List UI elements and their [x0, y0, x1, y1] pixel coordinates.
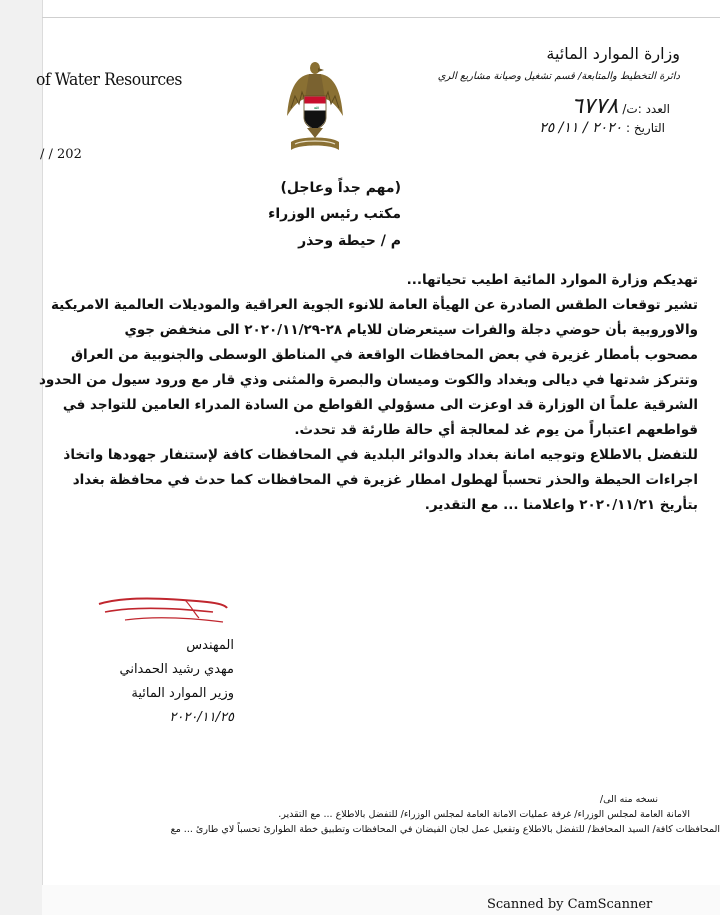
body-line: قواطعهم اعتباراً من يوم غد لمعالجة أي حالة طارئة قد تحدث. [294, 422, 698, 438]
scan-edge [0, 0, 43, 915]
reference-number [571, 94, 670, 119]
subject-topic: م / حيطة وحذر [298, 233, 401, 249]
body-line: الشرقية علماً ان الوزارة قد اوعزت الى مسؤولي القواطع من السادة المدراء العامين للتواجد في [62, 397, 698, 413]
department-name: دائرة التخطيط والمتابعة/ قسم تشغيل وصيانة مشاريع الري [437, 71, 680, 82]
document-date-value: ٢٠٢٠ / ١١/ ٢٥ [539, 120, 623, 136]
signatory-name: مهدي رشيد الحمداني [119, 662, 234, 677]
scanner-watermark: Scanned by CamScanner [487, 897, 653, 912]
body-line: للتفضل بالاطلاع وتوجيه امانة بغداد والدوائر البلدية في المحافظات كافة لإستنفار جهودها واتخاذ [63, 447, 698, 463]
ministry-name: وزارة الموارد المائية [546, 44, 680, 63]
body-line: وتتركز شدتها في ديالى وبغداد والكوت وميسان والبصرة والمثنى وذي قار مع ورود سيول من الحدود [38, 372, 698, 388]
body-line: مصحوب بأمطار غزيرة في بعض المحافظات الواقعة في المناطق الوسطى والجنوبية من العراق [70, 347, 698, 363]
coat-of-arms-of-iraq-icon [285, 58, 345, 154]
signatory-position: وزير الموارد المائية [131, 686, 234, 701]
page-top-edge [42, 17, 720, 18]
body-line: والاوروبية بأن حوضي دجلة والفرات سيتعرضان للايام ٢٨-٢٠٢٠/١١/٢٩ الى منخفض جوي [124, 322, 698, 338]
document-date [539, 120, 665, 136]
reference-number-value: ٦٧٧٨ [571, 94, 619, 119]
body-line: اجراءات الحيطة والحذر تحسباً لهطول امطار غزيرة في المحافظات كما حدث في محافظة بغداد [72, 472, 698, 488]
copy-line: الامانة العامة لمجلس الوزراء/ غرفة عمليات الامانة العامة لمجلس الوزراء/ للتفضل بالاطلاع ... مع التقدير. [278, 809, 690, 820]
greeting: تهديكم وزارة الموارد المائية اطيب تحياتها... [406, 272, 698, 288]
signature-date: ٢٠٢٠/١١/٢٥ [169, 710, 234, 725]
english-ministry-name: of Water Resources [36, 70, 182, 90]
recipient: مكتب رئيس الوزراء [268, 206, 401, 222]
reference-number-label: العدد :ت/ [622, 102, 670, 116]
handwritten-signature [95, 592, 235, 632]
signatory-title: المهندس [186, 638, 234, 653]
body-line: بتأريخ ٢٠٢٠/١١/٢١ واعلامنا ... مع التقدير. [424, 497, 698, 513]
english-date-field: / / 202 [40, 147, 82, 162]
urgent-marker: (مهم جداً وعاجل) [280, 180, 401, 196]
copies-heading: نسخه منه الى/ [599, 794, 658, 805]
svg-text:ﷲ: ﷲ [313, 105, 317, 110]
body-line: تشير توقعات الطقس الصادرة عن الهيأة العامة للانوء الجوية العراقية والموديلات العالمية الامريكية [50, 297, 698, 313]
document-date-label: التاريخ : [625, 121, 665, 135]
copy-line: المحافظات كافة/ السيد المحافظ/ للتفضل بالاطلاع وتفعيل عمل لجان الفيضان في المحافظات وتطبيق خطة الطوارئ تحسباً لاي طارئ ... مع [170, 824, 720, 835]
